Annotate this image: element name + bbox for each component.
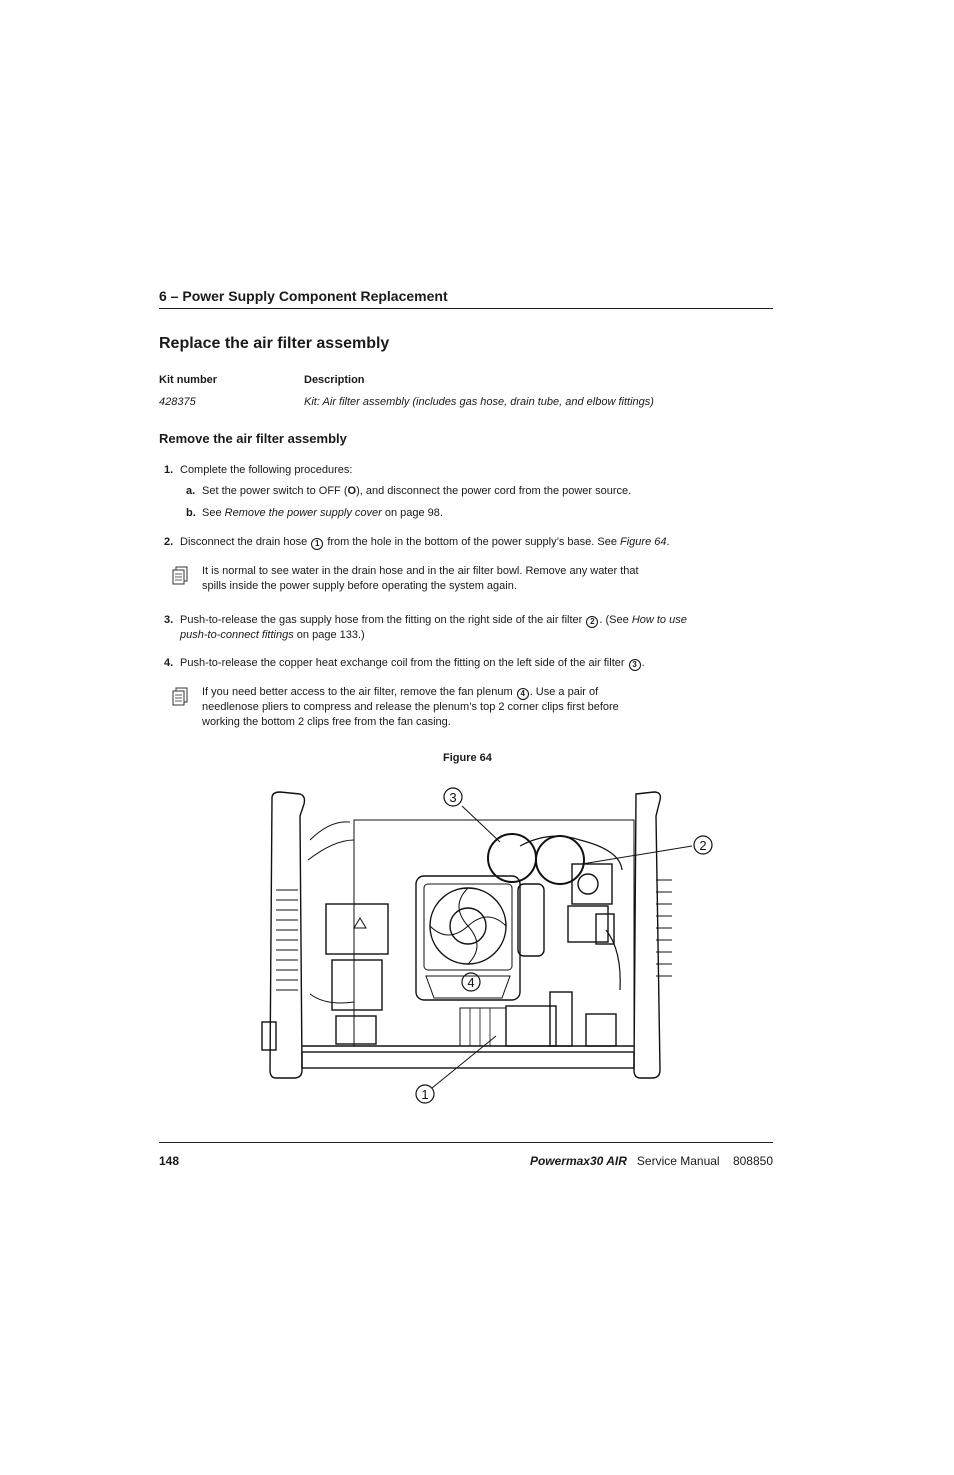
step-number: 1.	[164, 464, 174, 476]
step-text: Push-to-release the copper heat exchange coil from the fitting on the left side of the air filter	[180, 657, 625, 669]
note-icon	[172, 687, 188, 707]
callout-marker: 1	[311, 538, 323, 550]
callout-marker: 4	[517, 688, 529, 700]
manual-name: Service Manual	[636, 1154, 720, 1168]
note-line: working the bottom 2 clips free from the fan casing.	[202, 716, 451, 728]
note-2: If you need better access to the air filter, remove the fan plenum 4 . Use a pair of needlenose pliers to compress and release the plenum’s top 2 corner clips first before working the bottom 2 clips free from the fan casing.	[202, 686, 619, 728]
substep-text-cont: ), and disconnect the power cord from the power source.	[356, 485, 632, 497]
note-line: spills inside the power supply before operating the system again.	[202, 580, 517, 592]
figure-callout-3: 3	[449, 790, 457, 805]
callout-marker: 3	[629, 659, 641, 671]
page-number: 148	[159, 1154, 180, 1168]
step-text-cont: from the hole in the bottom of the power supply’s base. See	[327, 536, 617, 548]
section-title: Replace the air filter assembly	[159, 335, 390, 352]
step-number: 4.	[164, 657, 174, 669]
doc-number: 808850	[732, 1154, 773, 1168]
substep-label: b.	[186, 507, 196, 519]
kit-number-header: Kit number	[159, 374, 218, 386]
figure-label: Figure 64	[443, 752, 492, 764]
step-text: Push-to-release the gas supply hose from the fitting on the right side of the air filter	[180, 614, 583, 626]
footer-title	[530, 1154, 773, 1168]
cross-reference-link[interactable]: How to use	[631, 614, 687, 626]
substep-text: Set the power switch to OFF (	[202, 485, 348, 497]
kit-description-cell: Kit: Air filter assembly (includes gas hose, drain tube, and elbow fittings)	[304, 396, 654, 408]
step-3: 3. Push-to-release the gas supply hose from the fitting on the right side of the air filter 2 . (See How to use push-to-connect fittings on page 133.)	[164, 614, 687, 641]
footer-rule	[159, 1142, 773, 1143]
step-text: Disconnect the drain hose	[180, 536, 308, 548]
chapter-heading: 6 – Power Supply Component Replacement	[159, 288, 448, 304]
note-line: If you need better access to the air filter, remove the fan plenum	[202, 686, 513, 698]
power-supply-figure	[250, 780, 707, 1110]
figure-callout-2: 2	[699, 838, 707, 853]
substep-text-cont: on page 98.	[384, 507, 443, 519]
cross-reference-link[interactable]: Remove the power supply cover	[224, 507, 382, 519]
substep-label: a.	[186, 485, 196, 497]
step-text: Complete the following procedures:	[180, 464, 353, 476]
header-rule	[159, 308, 773, 309]
note-line: It is normal to see water in the drain hose and in the air filter bowl. Remove any water that	[202, 565, 639, 577]
product-name: Powermax30 AIR	[529, 1154, 627, 1168]
step-text-cont: on page 133.)	[296, 629, 365, 641]
kit-number-cell: 428375	[159, 396, 196, 408]
figure-link[interactable]: Figure 64	[620, 536, 667, 548]
cross-reference-link-cont[interactable]: push-to-connect fittings	[180, 629, 294, 641]
subsection-title: Remove the air filter assembly	[159, 431, 347, 446]
figure-callout-1: 1	[421, 1087, 429, 1102]
note-icon	[172, 566, 188, 586]
description-header: Description	[304, 374, 365, 386]
substep-text: See	[202, 507, 222, 519]
note-1	[202, 564, 639, 594]
off-symbol: O	[347, 485, 357, 497]
step-number: 2.	[164, 536, 174, 548]
callout-marker: 2	[586, 616, 598, 628]
note-line: needlenose pliers to compress and release the plenum’s top 2 corner clips first before	[202, 701, 619, 713]
figure-callout-4: 4	[467, 975, 475, 990]
step-number: 3.	[164, 614, 174, 626]
